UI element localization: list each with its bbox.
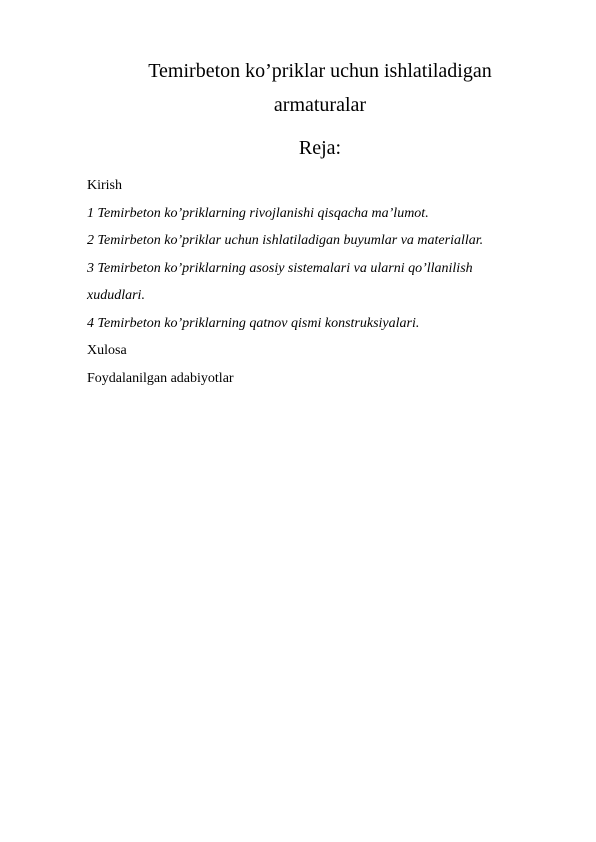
plan-item-conclusion: Xulosa — [87, 343, 127, 358]
plan-item-3: 3 Temirbeton ko’priklarning asosiy sistemalari va ularni qo’llanilish — [87, 260, 473, 276]
plan-heading: Reja: — [298, 137, 342, 159]
document-title-line-1: Temirbeton ko’priklar uchun ishlatiladigan — [148, 60, 492, 82]
plan-item-3-continued: xududlari. — [87, 288, 145, 303]
document-title-line-2: armaturalar — [273, 94, 367, 116]
plan-list — [87, 172, 557, 392]
plan-item-introduction: Kirish — [87, 178, 122, 193]
plan-item-1: 1 Temirbeton ko’priklarning rivojlanishi qisqacha ma’lumot. — [87, 205, 429, 221]
plan-item-references: Foydalanilgan adabiyotlar — [87, 370, 234, 386]
plan-item-4: 4 Temirbeton ko’priklarning qatnov qismi konstruksiyalari. — [87, 315, 420, 331]
plan-item-2: 2 Temirbeton ko’priklar uchun ishlatiladigan buyumlar va materiallar. — [87, 233, 484, 248]
